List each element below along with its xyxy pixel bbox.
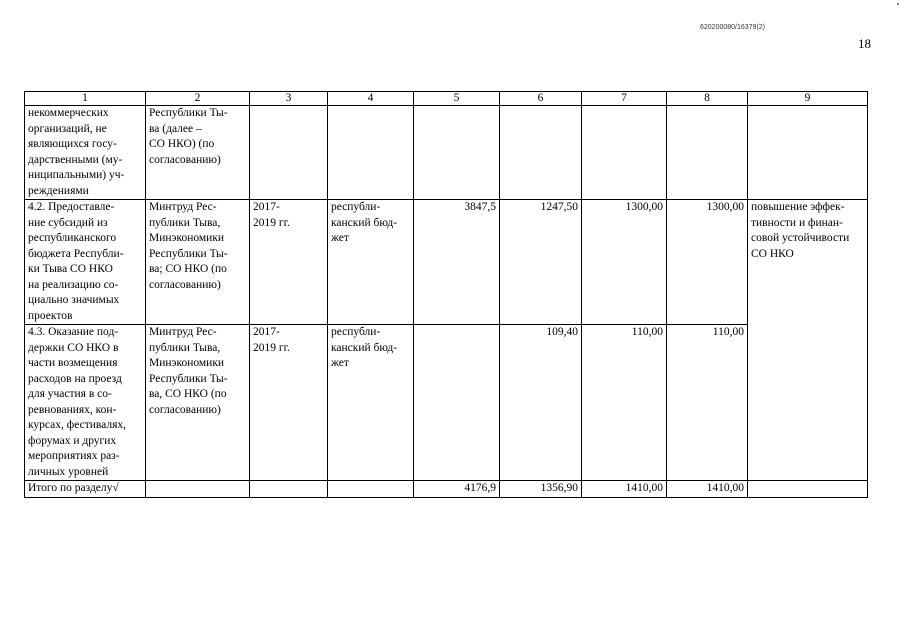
result-cell bbox=[748, 106, 868, 200]
period-cell: 2017- 2019 гг. bbox=[250, 200, 328, 325]
period-cell bbox=[250, 106, 328, 200]
source-cell: республи- канский бюд- жет bbox=[328, 200, 414, 325]
period-cell: 2017- 2019 гг. bbox=[250, 325, 328, 481]
table-row-continuation bbox=[25, 106, 868, 200]
result-cell bbox=[748, 481, 868, 498]
total-cell: 3847,5 bbox=[414, 200, 500, 325]
executor-cell bbox=[146, 481, 250, 498]
year-2019-cell: 1410,00 bbox=[667, 481, 748, 498]
executor-cell: Республики Ты- ва (далее – СО НКО) (по согласованию) bbox=[146, 106, 250, 200]
scan-speck bbox=[897, 3, 899, 5]
column-header: 9 bbox=[748, 92, 868, 106]
page-number: 18 bbox=[858, 36, 871, 51]
executor-cell: Минтруд Рес- публики Тыва, Минэкономики Республики Ты- ва, СО НКО (по согласованию) bbox=[146, 325, 250, 481]
column-header: 5 bbox=[414, 92, 500, 106]
column-number-row bbox=[25, 92, 868, 106]
year-2019-cell: 110,00 bbox=[667, 325, 748, 481]
total-label-cell bbox=[25, 481, 146, 498]
total-cell bbox=[414, 325, 500, 481]
column-header: 8 bbox=[667, 92, 748, 106]
source-cell bbox=[328, 106, 414, 200]
column-header: 1 bbox=[25, 92, 146, 106]
activity-cell: 4.2. Предоставле- ние субсидий из республиканского бюджета Республи- ки Тыва СО НКО на реализацию со- циально значимых проектов bbox=[25, 200, 146, 325]
column-header: 2 bbox=[146, 92, 250, 106]
total-cell bbox=[414, 106, 500, 200]
program-table bbox=[24, 91, 868, 498]
activity-cell: 4.3. Оказание под- держки СО НКО в части возмещения расходов на проезд для участия в со- ревнованиях, кон- курсах, фестивалях, форумах и других мероприятиях раз- личных уровней bbox=[25, 325, 146, 481]
column-header: 6 bbox=[500, 92, 582, 106]
table-row-4-3 bbox=[25, 325, 868, 481]
table-row-total bbox=[25, 481, 868, 498]
year-2017-cell bbox=[500, 106, 582, 200]
total-label: Итого по разделу bbox=[28, 482, 113, 494]
year-2018-cell: 1300,00 bbox=[582, 200, 667, 325]
year-2017-cell: 1356,90 bbox=[500, 481, 582, 498]
total-cell: 4176,9 bbox=[414, 481, 500, 498]
column-header: 4 bbox=[328, 92, 414, 106]
year-2017-cell: 109,40 bbox=[500, 325, 582, 481]
activity-cell: некоммерческих организаций, не являющихся госу- дарственными (му- ниципальными) уч- реждениями bbox=[25, 106, 146, 200]
executor-cell: Минтруд Рес- публики Тыва, Минэкономики Республики Ты- ва; СО НКО (по согласованию) bbox=[146, 200, 250, 325]
table-row-4-2 bbox=[25, 200, 868, 325]
source-cell bbox=[328, 481, 414, 498]
document-id: 620200080/16379(2) bbox=[700, 24, 766, 31]
column-header: 7 bbox=[582, 92, 667, 106]
check-mark: √ bbox=[112, 482, 119, 494]
source-cell: республи- канский бюд- жет bbox=[328, 325, 414, 481]
result-cell: повышение эффек- тивности и финан- совой устойчивости СО НКО bbox=[748, 200, 868, 481]
year-2018-cell: 110,00 bbox=[582, 325, 667, 481]
period-cell bbox=[250, 481, 328, 498]
year-2018-cell: 1410,00 bbox=[582, 481, 667, 498]
year-2017-cell: 1247,50 bbox=[500, 200, 582, 325]
year-2018-cell bbox=[582, 106, 667, 200]
year-2019-cell bbox=[667, 106, 748, 200]
year-2019-cell: 1300,00 bbox=[667, 200, 748, 325]
column-header: 3 bbox=[250, 92, 328, 106]
